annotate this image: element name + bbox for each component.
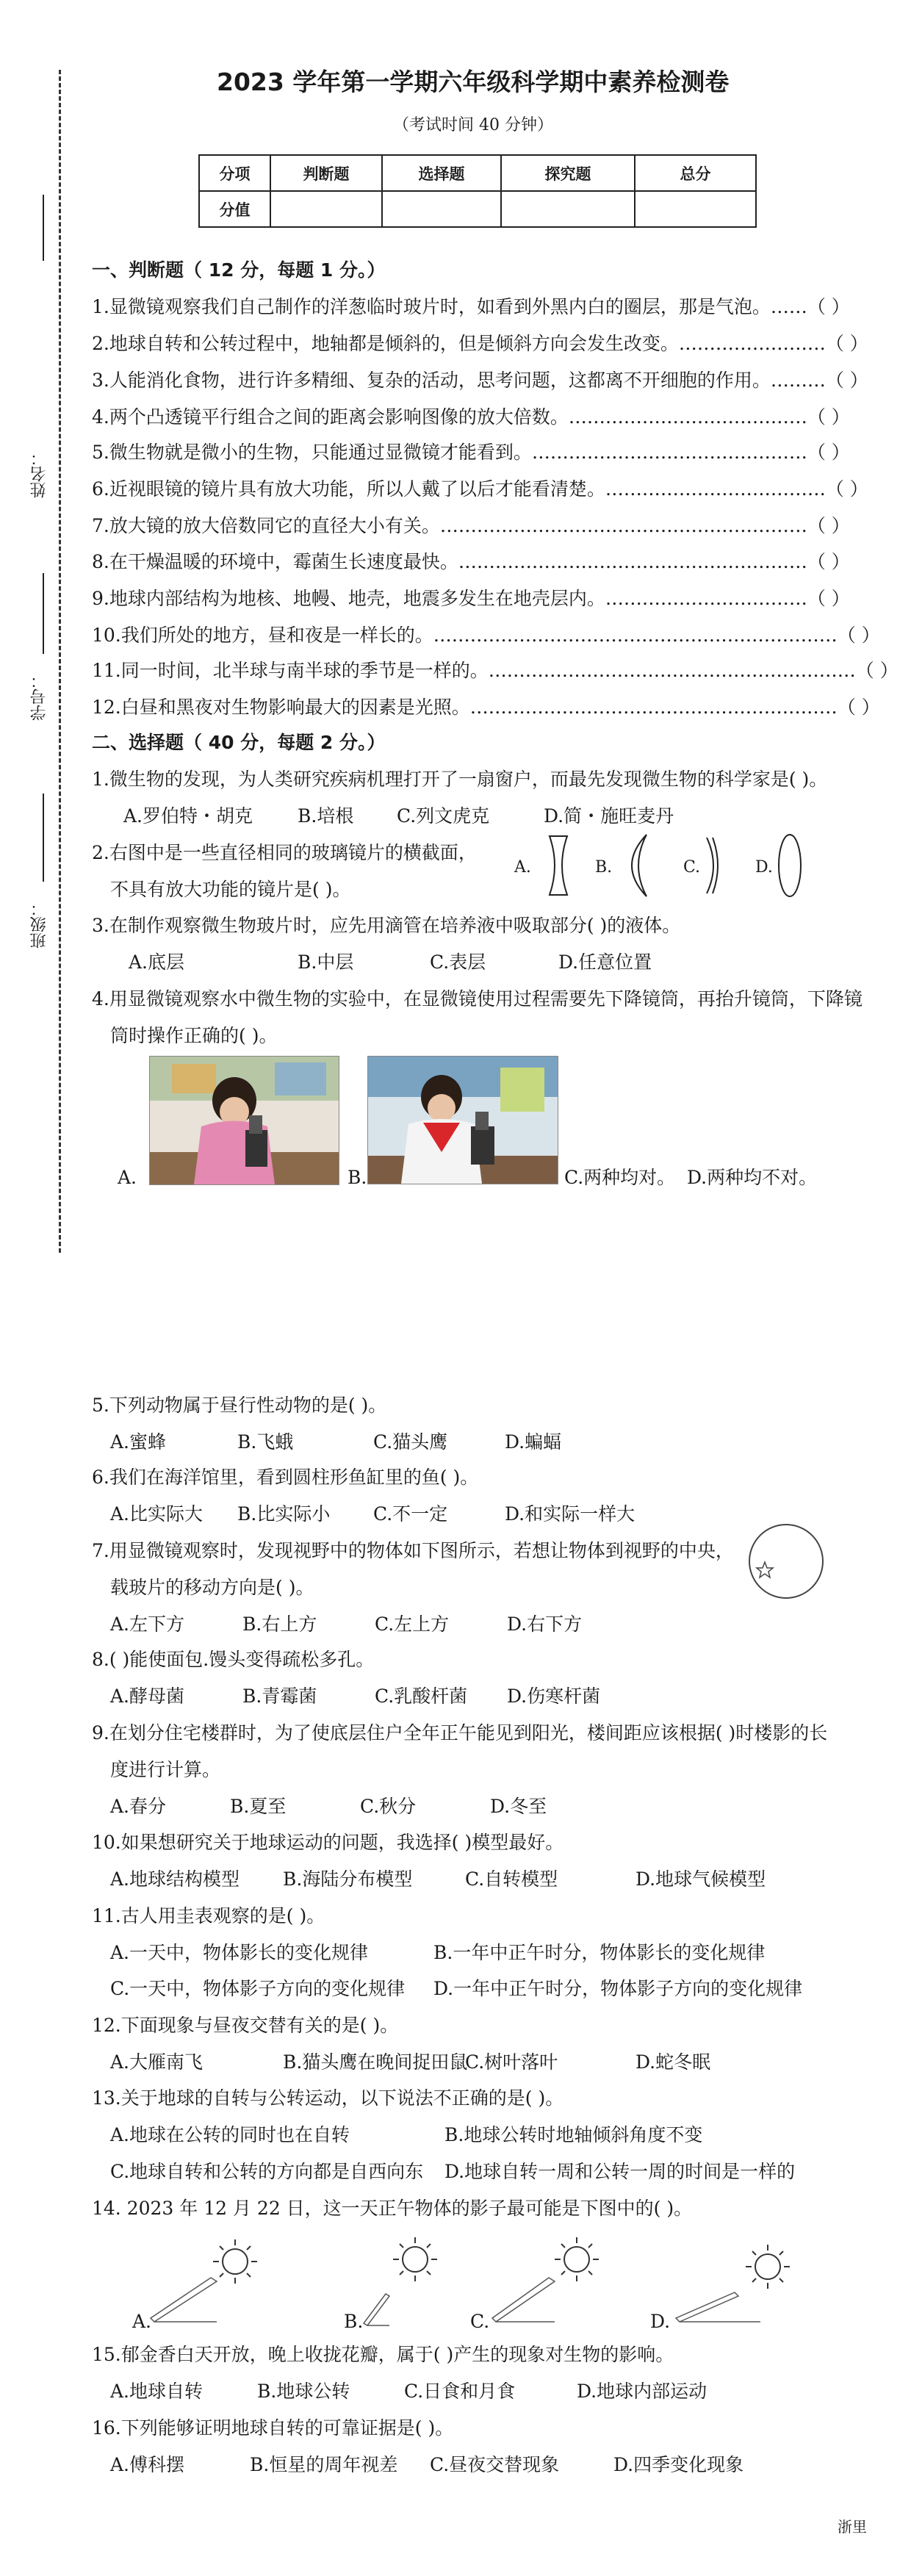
photo-girl-pink bbox=[149, 1056, 339, 1185]
question-stem: 9.在划分住宅楼群时，为了使底层住户全年正午能见到阳光，楼间距应该根据( )时楼影的长 bbox=[92, 1722, 828, 1744]
option: D.地球气候模型 bbox=[635, 1868, 766, 1890]
score-table bbox=[198, 154, 757, 228]
option: B.猫头鹰在晚间捉田鼠 bbox=[283, 2051, 468, 2073]
footer-mark: 浙里 bbox=[838, 2518, 867, 2536]
photo-girl-red bbox=[367, 1056, 558, 1184]
concave-lens-icon bbox=[550, 836, 567, 895]
option: A.地球自转 bbox=[110, 2381, 204, 2402]
option: C.猫头鹰 bbox=[373, 1431, 448, 1453]
question-stem: 度进行计算。 bbox=[110, 1759, 221, 1780]
question-stem: 13.关于地球的自转与公转运动，以下说法不正确的是( )。 bbox=[92, 2087, 564, 2109]
question-stem: 3.在制作观察微生物玻片时，应先用滴管在培养液中吸取部分( )的液体。 bbox=[92, 915, 681, 936]
table-header: 分项 bbox=[199, 155, 270, 191]
option: C. bbox=[683, 858, 701, 877]
option: D.蛇冬眠 bbox=[635, 2051, 711, 2073]
option: D. bbox=[755, 858, 773, 877]
question-stem: 14. 2023 年 12 月 22 日，这一天正午物体的影子最可能是下图中的( )。 bbox=[92, 2198, 693, 2219]
meniscus-lens-icon bbox=[707, 838, 718, 893]
class-label: 班级： bbox=[30, 900, 48, 949]
option: A.地球在公转的同时也在自转 bbox=[110, 2124, 350, 2145]
option: A. bbox=[514, 858, 531, 877]
score-cell[interactable] bbox=[382, 191, 501, 227]
sun-icon bbox=[555, 2237, 599, 2281]
question-stem: 1.微生物的发现，为人类研究疾病机理打开了一扇窗户，而最先发现微生物的科学家是( )。 bbox=[92, 769, 828, 790]
option: B.培根 bbox=[298, 805, 354, 827]
table-row bbox=[199, 155, 756, 191]
option: D.地球内部运动 bbox=[577, 2381, 707, 2402]
option: B.地球公转 bbox=[257, 2381, 350, 2402]
judge-item: 12.白昼和黑夜对生物影响最大的因素是光照。……………………………………………………（ ） bbox=[92, 697, 880, 718]
judge-item: 9.地球内部结构为地核、地幔、地壳，地震多发生在地壳层内。……………………………（ ） bbox=[92, 588, 850, 609]
option: D.冬至 bbox=[490, 1796, 547, 1817]
judge-item: 3.人能消化食物，进行许多精细、复杂的活动，思考问题，这都离不开细胞的作用。………（ ） bbox=[92, 370, 868, 391]
table-header: 选择题 bbox=[382, 155, 501, 191]
option: D.简・施旺麦丹 bbox=[544, 805, 674, 827]
option: B.比实际小 bbox=[237, 1503, 331, 1525]
option: A.蜜蜂 bbox=[110, 1431, 167, 1453]
judge-item: 10.我们所处的地方，昼和夜是一样长的。…………………………………………………………（ ） bbox=[92, 625, 880, 646]
question-stem: 10.如果想研究关于地球运动的问题，我选择( )模型最好。 bbox=[92, 1832, 564, 1853]
option: B. bbox=[348, 1167, 367, 1188]
option: B.中层 bbox=[298, 951, 354, 973]
option: A.酵母菌 bbox=[110, 1685, 185, 1707]
option: B.海陆分布模型 bbox=[283, 1868, 413, 1890]
judge-item: 5.微生物就是微小的生物，只能通过显微镜才能看到。………………………………………（ ） bbox=[92, 442, 850, 463]
option: C.列文虎克 bbox=[397, 805, 490, 827]
judge-item: 6.近视眼镜的镜片具有放大功能，所以人戴了以后才能看清楚。………………………………（ ） bbox=[92, 478, 868, 500]
option: B. bbox=[595, 858, 613, 877]
binding-dashed-line bbox=[59, 70, 61, 1253]
option: D. bbox=[650, 2311, 671, 2332]
judge-item: 2.地球自转和公转过程中，地轴都是倾斜的，但是倾斜方向会发生改变。……………………（ ） bbox=[92, 333, 868, 354]
judge-item: 1.显微镜观察我们自己制作的洋葱临时玻片时，如看到外黑内白的圈层，那是气泡。……（ ） bbox=[92, 296, 850, 317]
option: C.乳酸杆菌 bbox=[375, 1685, 468, 1707]
score-cell[interactable] bbox=[635, 191, 756, 227]
star-icon bbox=[757, 1562, 773, 1577]
question-stem: 不具有放大功能的镜片是( )。 bbox=[110, 879, 351, 900]
exam-title: 2023 学年第一学期六年级科学期中素养检测卷 bbox=[217, 68, 730, 96]
option: D.任意位置 bbox=[558, 951, 652, 973]
option: C.不一定 bbox=[373, 1503, 448, 1525]
lens-cross-sections bbox=[544, 829, 808, 902]
question-stem: 筒时操作正确的( )。 bbox=[110, 1025, 278, 1046]
option: B.一年中正午时分，物体影长的变化规律 bbox=[433, 1942, 766, 1963]
option: A.大雁南飞 bbox=[110, 2051, 204, 2073]
question-stem: 5.下列动物属于昼行性动物的是( )。 bbox=[92, 1395, 387, 1416]
option: D.和实际一样大 bbox=[505, 1503, 635, 1525]
table-header: 判断题 bbox=[270, 155, 382, 191]
section1-title: 一、判断题（ 12 分，每题 1 分。） bbox=[92, 259, 386, 281]
option: D.地球自转一周和公转一周的时间是一样的 bbox=[444, 2161, 796, 2182]
question-stem: 4.用显微镜观察水中微生物的实验中，在显微镜使用过程需要先下降镜筒，再抬升镜筒，下降镜 bbox=[92, 988, 863, 1010]
option: A.比实际大 bbox=[110, 1503, 204, 1525]
option: A. bbox=[118, 1167, 137, 1188]
option: C.地球自转和公转的方向都是自西向东 bbox=[110, 2161, 424, 2182]
judge-item: 8.在干燥温暖的环境中，霉菌生长速度最快。…………………………………………………（ ） bbox=[92, 551, 850, 572]
option: C.秋分 bbox=[360, 1796, 417, 1817]
name-underline bbox=[43, 195, 44, 261]
sun-icon bbox=[746, 2245, 790, 2289]
exam-subtitle: （考试时间 40 分钟） bbox=[393, 116, 553, 134]
question-stem: 16.下列能够证明地球自转的可靠证据是( )。 bbox=[92, 2417, 454, 2439]
option: C.自转模型 bbox=[465, 1868, 558, 1890]
option: A.底层 bbox=[129, 951, 185, 973]
option: C.昼夜交替现象 bbox=[430, 2454, 560, 2475]
number-underline bbox=[43, 573, 44, 654]
option: A.罗伯特・胡克 bbox=[123, 805, 253, 827]
question-stem: 15.郁金香白天开放，晚上收拢花瓣，属于( )产生的现象对生物的影响。 bbox=[92, 2344, 674, 2365]
option: B.飞蛾 bbox=[237, 1431, 294, 1453]
option: D.一年中正午时分，物体影子方向的变化规律 bbox=[433, 1978, 803, 1999]
score-cell[interactable] bbox=[501, 191, 635, 227]
table-header: 探究题 bbox=[501, 155, 635, 191]
option: B.夏至 bbox=[230, 1796, 287, 1817]
convex-lens-icon bbox=[779, 835, 801, 896]
judge-item: 11.同一时间，北半球与南半球的季节是一样的。……………………………………………………（ ） bbox=[92, 660, 899, 681]
option: C.两种均对。 bbox=[564, 1167, 676, 1188]
class-underline bbox=[43, 794, 44, 882]
option: C.日食和月食 bbox=[404, 2381, 516, 2402]
crescent-lens-icon bbox=[632, 835, 647, 896]
shadow-diagrams bbox=[129, 2234, 804, 2336]
score-cell[interactable] bbox=[270, 191, 382, 227]
option: B.青霉菌 bbox=[242, 1685, 317, 1707]
option: C.树叶落叶 bbox=[465, 2051, 558, 2073]
number-label: 学号： bbox=[30, 672, 48, 721]
table-row bbox=[199, 191, 756, 227]
question-stem: 11.古人用圭表观察的是( )。 bbox=[92, 1905, 325, 1926]
sun-icon bbox=[213, 2239, 257, 2284]
name-label: 姓名： bbox=[30, 450, 48, 498]
option: A.春分 bbox=[110, 1796, 167, 1817]
option: C.表层 bbox=[430, 951, 486, 973]
option: A.左下方 bbox=[110, 1613, 185, 1635]
option: C.一天中，物体影子方向的变化规律 bbox=[110, 1978, 406, 1999]
option: D.蝙蝠 bbox=[505, 1431, 562, 1453]
option: B. bbox=[344, 2311, 364, 2332]
judge-item: 4.两个凸透镜平行组合之间的距离会影响图像的放大倍数。…………………………………（ ） bbox=[92, 406, 850, 428]
question-stem: 7.用显微镜观察时，发现视野中的物体如下图所示，若想让物体到视野的中央， bbox=[92, 1540, 734, 1561]
option: A.一天中，物体影长的变化规律 bbox=[110, 1942, 369, 1963]
option: D.四季变化现象 bbox=[613, 2454, 744, 2475]
option: D.右下方 bbox=[507, 1613, 583, 1635]
sun-icon bbox=[393, 2237, 437, 2281]
section2-title: 二、选择题（ 40 分，每题 2 分。） bbox=[92, 732, 386, 753]
option: C.左上方 bbox=[375, 1613, 450, 1635]
option: B.恒星的周年视差 bbox=[250, 2454, 398, 2475]
option: A.地球结构模型 bbox=[110, 1868, 240, 1890]
option: B.右上方 bbox=[242, 1613, 317, 1635]
question-stem: 6.我们在海洋馆里，看到圆柱形鱼缸里的鱼( )。 bbox=[92, 1467, 479, 1488]
option: B.地球公转时地轴倾斜角度不变 bbox=[444, 2124, 703, 2145]
question-stem: 载玻片的移动方向是( )。 bbox=[110, 1577, 314, 1598]
table-header: 总分 bbox=[635, 155, 756, 191]
option: D.伤寒杆菌 bbox=[507, 1685, 601, 1707]
microscope-field-view bbox=[746, 1521, 827, 1602]
question-stem: 12.下面现象与昼夜交替有关的是( )。 bbox=[92, 2015, 399, 2036]
question-stem: 8.( )能使面包.馒头变得疏松多孔。 bbox=[92, 1649, 375, 1670]
option: D.两种均不对。 bbox=[687, 1167, 818, 1188]
question-stem: 2.右图中是一些直径相同的玻璃镜片的横截面， bbox=[92, 842, 477, 863]
judge-item: 7.放大镜的放大倍数同它的直径大小有关。……………………………………………………（ ） bbox=[92, 515, 850, 536]
option: A. bbox=[132, 2311, 152, 2332]
option: C. bbox=[470, 2311, 490, 2332]
row-label: 分值 bbox=[199, 191, 270, 227]
option: A.傅科摆 bbox=[110, 2454, 185, 2475]
